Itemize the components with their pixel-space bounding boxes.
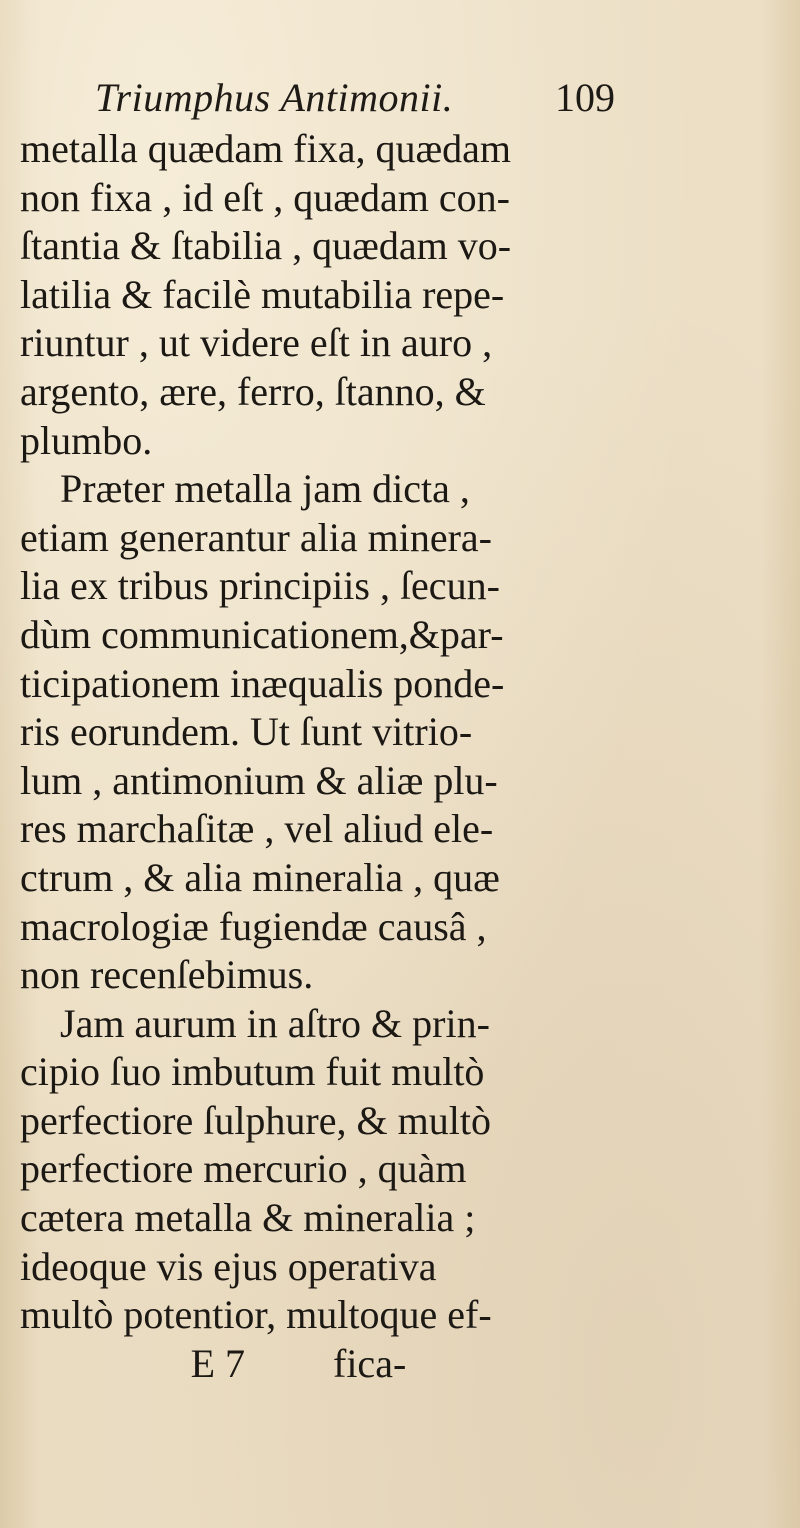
text-line: non recenſebimus. (20, 952, 314, 998)
text-line: multò potentior, multoque ef- (20, 1292, 492, 1338)
text-line: ideoque vis ejus operativa (20, 1243, 437, 1289)
text-line: ſtantia & ſtabilia , quædam vo- (20, 223, 512, 269)
text-line: lia ex tribus principiis , ſecun- (20, 563, 500, 609)
text-line: res marchaſitæ , vel aliud ele- (20, 806, 494, 852)
paragraph-start-line: Præter metalla jam dicta , (60, 466, 470, 512)
text-line: ticipationem inæqualis ponde- (20, 660, 505, 706)
text-line: cipio ſuo imbutum fuit multò (20, 1049, 485, 1095)
text-line: ctrum , & alia mineralia , quæ (20, 854, 500, 900)
footer-line (20, 1340, 800, 1389)
text-line: etiam generantur alia minera- (20, 514, 492, 560)
text-line: ris eorundem. Ut ſunt vitrio- (20, 709, 473, 755)
paragraph-start-line: Jam aurum in aſtro & prin- (60, 1000, 490, 1046)
text-line: perfectiore ſulphure, & multò (20, 1097, 491, 1143)
signature-mark: E 7 (190, 1340, 245, 1386)
catchword: fica- (333, 1340, 407, 1386)
text-line: riuntur , ut videre eſt in auro , (20, 320, 493, 366)
running-title: Triumphus Antimonii. (95, 75, 454, 120)
text-line: metalla quædam fixa, quædam (20, 126, 511, 171)
text-line: lum , antimonium & aliæ plu- (20, 757, 498, 803)
text-line: latilia & facilè mutabilia repe- (20, 271, 505, 317)
text-line: dùm communicationem,&par- (20, 611, 504, 657)
text-line: argento, ære, ferro, ſtanno, & (20, 368, 486, 414)
body-text (20, 125, 800, 1388)
text-line: non fixa , id eſt , quædam con- (20, 174, 510, 220)
text-line: perfectiore mercurio , quàm (20, 1146, 467, 1192)
text-line: macrologiæ fugiendæ causâ , (20, 903, 487, 949)
page-number: 109 (555, 75, 615, 120)
text-line: plumbo. (20, 417, 153, 463)
text-line: cætera metalla & mineralia ; (20, 1195, 476, 1241)
page-header (95, 70, 735, 130)
